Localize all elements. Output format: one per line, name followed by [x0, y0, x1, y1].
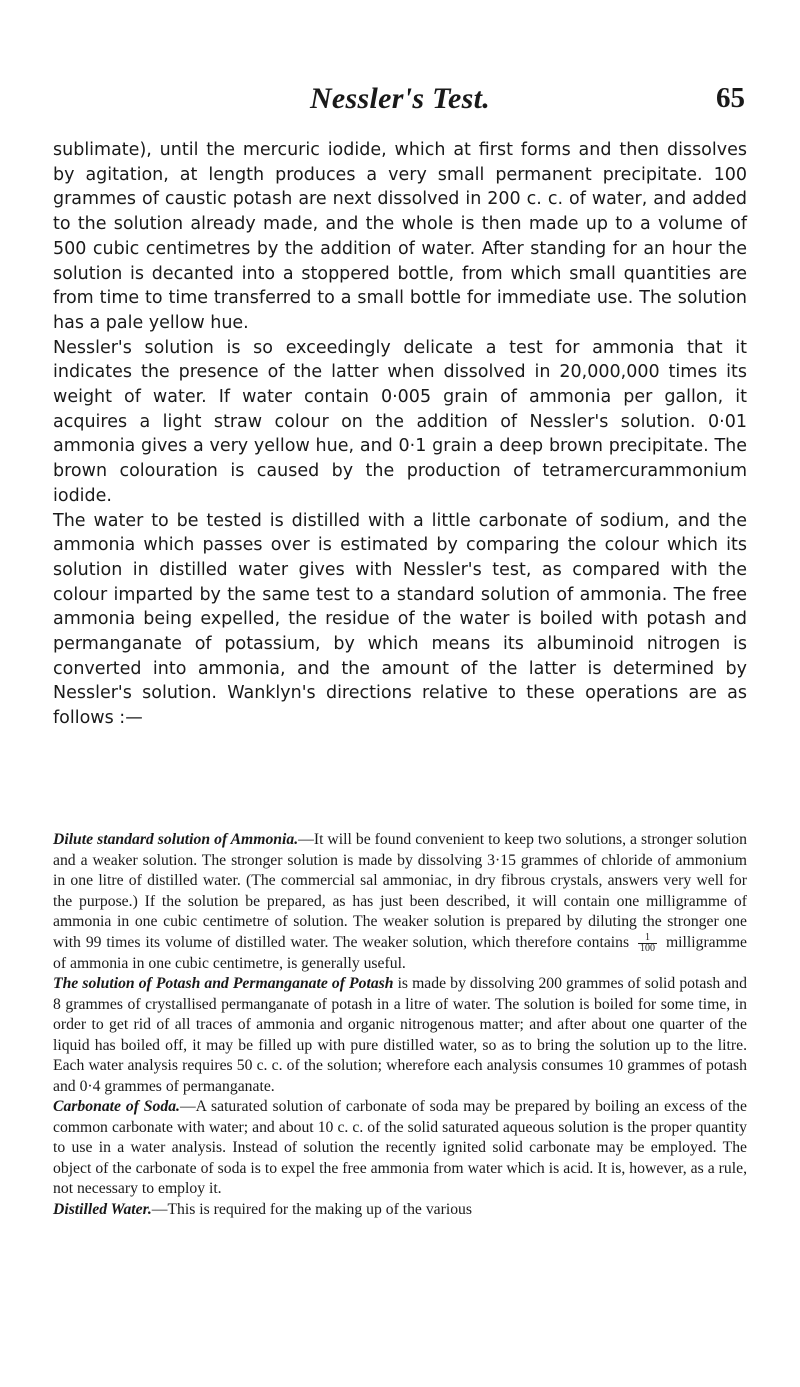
running-title: Nessler's Test. — [309, 82, 491, 115]
fraction — [638, 933, 657, 954]
note-carbonate-soda — [53, 1097, 747, 1200]
paragraph: The water to be tested is distilled with a little carbonate of sodium, and the ammonia which passes over is estimated by comparing the colour which its solution in distilled water gives with Nessler's test, as compared with the colour imparted by the same test to a standard solution of ammonia. The free ammonia being expelled, the residue of the water is boiled with potash and permanganate of potassium, by which means its albuminoid nitrogen is converted into ammonia, and the amount of the latter is determined by Nessler's solution. Wanklyn's directions relative to these operations are as follows :— — [53, 510, 747, 729]
paragraph: Nessler's solution is so exceedingly delicate a test for ammonia that it indicates the presence of the latter when dissolved in 20,000,000 times its weight of water. If water contain 0·005 grain of ammonia per gallon, it acquires a light straw colour on the addition of Nessler's solution. 0·01 ammonia gives a very yellow hue, and 0·1 grain a deep brown precipitate. The brown colouration is caused by the production of tetramercurammonium iodide. — [53, 337, 747, 506]
note-text: —It will be found convenient to keep two solutions, a stronger solution and a weaker solution. The stronger solution is made by dissolving 3·15 grammes of chloride of ammonium in one litre of distilled water. (The commercial sal ammoniac, in dry fibrous crystals, answers very well for the purpose.) If the solution be prepared, as has just been described, it will contain one milligramme of ammonia in one cubic centimetre of solution. The weaker solution is prepared by diluting the stronger one with 99 times its volume of distilled water. The weaker solution, which therefore contains — [53, 831, 747, 951]
page-header — [0, 82, 800, 122]
page-number: 65 — [716, 82, 745, 114]
note-lead: Dilute standard solution of Ammonia. — [53, 831, 299, 848]
notes-section — [53, 830, 747, 1220]
note-text: —This is required for the making up of the various — [151, 1200, 472, 1218]
fraction-denominator: 100 — [640, 942, 656, 954]
main-text — [53, 138, 747, 731]
note-text: is made by dissolving 200 grammes of solid potash and 8 grammes of crystallised permanganate of potash in a litre of water. The solution is boiled for some time, in order to get rid of all traces of ammonia and organic nitrogenous matter; and after about one quarter of the liquid has boiled off, it may be filled up with pure distilled water, so as to bring the solution up to the litre. Each water analysis requires 50 c. c. of the solution; wherefore each analysis consumes 10 grammes of potash and 0·4 grammes of permanganate. — [53, 975, 747, 1095]
fraction-numerator: 1 — [638, 933, 657, 944]
note-distilled-water — [53, 1200, 747, 1221]
note-text: —A saturated solution of carbonate of soda may be prepared by boiling an excess of the common carbonate with water; and about 10 c. c. of the solid saturated aqueous solution is the proper quantity to use in a water analysis. Instead of solution the recently ignited solid carbonate may be employed. The object of the carbonate of soda is to expel the free ammonia from water which is acid. It is, however, as a rule, not necessary to employ it. — [53, 1098, 747, 1197]
note-dilute-ammonia — [53, 830, 747, 974]
note-lead: The solution of Potash and Permanganate of Potash — [53, 975, 394, 992]
note-lead: Carbonate of Soda. — [53, 1098, 180, 1115]
paragraph: sublimate), until the mercuric iodide, which at first forms and then dissolves by agitation, at length produces a very small permanent precipitate. 100 grammes of caustic potash are next dissolved in 200 c. c. of water, and added to the solution already made, and the whole is then made up to a volume of 500 cubic centimetres by the addition of water. After standing for an hour the solution is decanted into a stoppered bottle, from which small quantities are from time to time transferred to a small bottle for immediate use. The solution has a pale yellow hue. — [53, 140, 747, 333]
note-lead: Distilled Water. — [53, 1200, 152, 1218]
note-text: milligramme of ammonia in one cubic centimetre, is generally useful. — [53, 933, 748, 972]
note-potash-permanganate — [53, 974, 747, 1097]
